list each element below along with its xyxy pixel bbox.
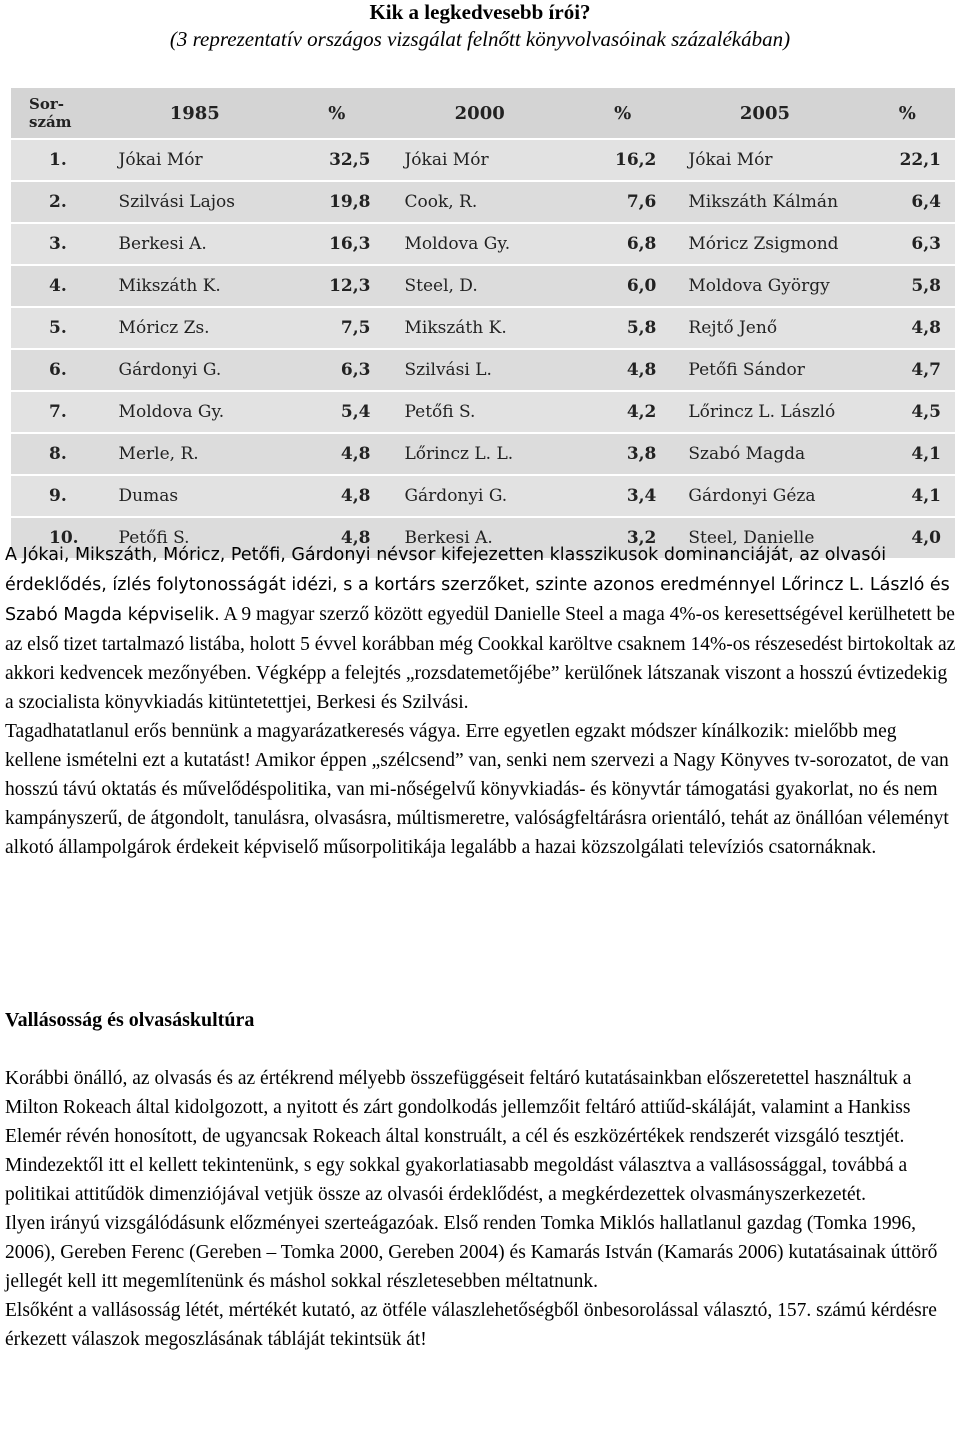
author-2005-cell: Szabó Magda [670, 434, 859, 476]
author-2005-cell: Gárdonyi Géza [670, 476, 859, 518]
table-row [11, 476, 955, 518]
rank-cell: 3. [11, 224, 101, 266]
table-row [11, 392, 955, 434]
header-year-2005: 2005 [670, 88, 859, 140]
author-1985-cell: Merle, R. [101, 434, 289, 476]
percent-2005-cell: 22,1 [860, 140, 956, 182]
author-2005-cell: Jókai Mór [670, 140, 859, 182]
percent-2000-cell: 7,6 [575, 182, 670, 224]
header-rank: Sor- szám [11, 88, 101, 140]
author-2000-cell: Moldova Gy. [384, 224, 574, 266]
author-1985-cell: Moldova Gy. [101, 392, 289, 434]
header-year-1985: 1985 [101, 88, 289, 140]
percent-2005-cell: 6,4 [860, 182, 956, 224]
percent-1985-cell: 5,4 [289, 392, 384, 434]
rank-cell: 1. [11, 140, 101, 182]
favorite-authors-table [11, 88, 955, 560]
paragraph-3: Korábbi önálló, az olvasás és az értékrend mélyebb összefüggéseit feltáró kutatásainkban előszeretettel használtuk a Milton Rokeach által kidolgozott, a nyitott és zárt gondolkodás jellemzőit feltáró attiűd-skáláját, valamint a Hankiss Elemér révén honosított, de ugyancsak Rokeach által konstruált, a cél és eszközértékek rendszerét vizsgáló tesztjét. Mindezektől itt el kellett tekintenünk, s egy sokkal gyakorlatiasabb megoldást választva a vallásossággal, továbbá a politikai attitűdök dimenziójával vetjük össze az olvasói érdeklődést, a megkérdezettek olvasmányszerkezetét. [5, 1068, 912, 1205]
percent-1985-cell: 32,5 [289, 140, 384, 182]
author-2000-cell: Jókai Mór [384, 140, 574, 182]
table-row [11, 140, 955, 182]
rank-cell: 10. [11, 518, 101, 560]
table-row [11, 224, 955, 266]
table-row [11, 308, 955, 350]
header-percent-1985: % [289, 88, 384, 140]
percent-2000-cell: 6,0 [575, 266, 670, 308]
author-1985-cell: Berkesi A. [101, 224, 289, 266]
percent-1985-cell: 7,5 [289, 308, 384, 350]
author-2005-cell: Rejtő Jenő [670, 308, 859, 350]
author-2005-cell: Petőfi Sándor [670, 350, 859, 392]
author-2005-cell: Moldova György [670, 266, 859, 308]
paragraph-1-rest: A 9 magyar szerző között egyedül Danielle Steel a maga 4%-os keresettségével kerülhetett be az első tizet tartalmazó listába, holott 5 évvel korábban még Cookkal karöltve csaknem 14%-os részesedést birtokoltak az akkori kedvencek mezőnyében. Végképp a felejtés „rozsdatemetőjébe” kerülőnek látszanak viszont a hosszú évtizedekig a szocialista könyvkiadás kitüntetettjei, Berkesi és Szilvási. [5, 604, 956, 713]
percent-1985-cell: 6,3 [289, 350, 384, 392]
percent-1985-cell: 4,8 [289, 476, 384, 518]
rank-cell: 8. [11, 434, 101, 476]
paragraph-1 [5, 540, 957, 862]
table-row [11, 350, 955, 392]
paragraph-5: Elsőként a vallásosság létét, mértékét kutató, az ötféle válaszlehetőségből önbesorolással választó, 157. számú kérdésre érkezett válaszok megoszlásának tábláját tekintsük át! [5, 1300, 937, 1350]
percent-2000-cell: 16,2 [575, 140, 670, 182]
author-2000-cell: Steel, D. [384, 266, 574, 308]
percent-2005-cell: 6,3 [860, 224, 956, 266]
percent-1985-cell: 4,8 [289, 434, 384, 476]
author-2005-cell: Mikszáth Kálmán [670, 182, 859, 224]
percent-2005-cell: 5,8 [860, 266, 956, 308]
author-2000-cell: Mikszáth K. [384, 308, 574, 350]
author-2000-cell: Szilvási L. [384, 350, 574, 392]
section-heading: Vallásosság és olvasáskultúra [5, 1009, 255, 1031]
rank-cell: 2. [11, 182, 101, 224]
document-title: Kik a legkedvesebb írói? [369, 0, 591, 24]
author-2005-cell: Móricz Zsigmond [670, 224, 859, 266]
rank-cell: 7. [11, 392, 101, 434]
percent-2000-cell: 6,8 [575, 224, 670, 266]
percent-2000-cell: 3,2 [575, 518, 670, 560]
author-1985-cell: Gárdonyi G. [101, 350, 289, 392]
author-1985-cell: Petőfi S. [101, 518, 289, 560]
table-header-row [11, 88, 955, 140]
author-1985-cell: Jókai Mór [101, 140, 289, 182]
table-row [11, 266, 955, 308]
percent-2000-cell: 5,8 [575, 308, 670, 350]
percent-2000-cell: 3,8 [575, 434, 670, 476]
percent-1985-cell: 19,8 [289, 182, 384, 224]
author-1985-cell: Dumas [101, 476, 289, 518]
percent-2000-cell: 4,2 [575, 392, 670, 434]
paragraph-4: Ilyen irányú vizsgálódásunk előzményei szerteágazóak. Első renden Tomka Miklós hallatlanul gazdag (Tomka 1996, 2006), Gereben Ferenc (Gereben – Tomka 2000, Gereben 2004) és Kamarás István (Kamarás 2006) kutatásainak úttörő jellegét kell itt megemlítenünk és máshol sokkal részletesebben méltatnunk. [5, 1213, 938, 1292]
rank-cell: 5. [11, 308, 101, 350]
percent-2000-cell: 4,8 [575, 350, 670, 392]
author-1985-cell: Szilvási Lajos [101, 182, 289, 224]
percent-2005-cell: 4,0 [860, 518, 956, 560]
author-2000-cell: Petőfi S. [384, 392, 574, 434]
percent-2005-cell: 4,5 [860, 392, 956, 434]
percent-1985-cell: 4,8 [289, 518, 384, 560]
author-2005-cell: Lőrincz L. László [670, 392, 859, 434]
rank-cell: 6. [11, 350, 101, 392]
header-percent-2005: % [860, 88, 956, 140]
header-year-2000: 2000 [384, 88, 574, 140]
percent-2005-cell: 4,1 [860, 476, 956, 518]
section-body [5, 1064, 957, 1354]
paragraph-1-lead: A Jókai, Mikszáth, Móricz, Petőfi, Gárdonyi névsor kifejezetten klasszikusok dominanciáját, az olvasói érdeklődés, ízlés folytonosságát idézi, s a kortárs szerzőket, szinte azonos eredménnyel Lőrincz L. László és Szabó Magda képviselik. [5, 545, 950, 625]
percent-2005-cell: 4,1 [860, 434, 956, 476]
author-2005-cell: Steel, Danielle [670, 518, 859, 560]
document-subtitle: (3 reprezentatív országos vizsgálat felnőtt könyvolvasóinak százalékában) [169, 27, 791, 51]
percent-1985-cell: 12,3 [289, 266, 384, 308]
table-row [11, 434, 955, 476]
author-2000-cell: Gárdonyi G. [384, 476, 574, 518]
percent-2005-cell: 4,8 [860, 308, 956, 350]
rank-cell: 4. [11, 266, 101, 308]
author-1985-cell: Mikszáth K. [101, 266, 289, 308]
author-1985-cell: Móricz Zs. [101, 308, 289, 350]
table-row [11, 182, 955, 224]
percent-1985-cell: 16,3 [289, 224, 384, 266]
header-percent-2000: % [575, 88, 670, 140]
percent-2005-cell: 4,7 [860, 350, 956, 392]
author-2000-cell: Cook, R. [384, 182, 574, 224]
percent-2000-cell: 3,4 [575, 476, 670, 518]
paragraph-2: Tagadhatatlanul erős bennünk a magyarázatkeresés vágya. Erre egyetlen egzakt módszer kínálkozik: mielőbb meg kellene ismételni ezt a kutatást! Amikor éppen „szélcsend” van, senki nem szervezi a Nagy Könyves tv-sorozatot, de van hosszú távú oktatás és művelődéspolitika, van mi-nőségelvű könyvkiadás- és könyvtár támogatási gyakorlat, no és nem kampányszerű, de átgondolt, tanulásra, olvasásra, múltismeretre, valóságfeltárásra orientáló, tehát az önállóan véleményt alkotó állampolgárok érdekeit képviselő műsorpolitikája legalább a hazai közszolgálati televíziós csatornáknak. [5, 721, 949, 858]
author-2000-cell: Berkesi A. [384, 518, 574, 560]
rank-cell: 9. [11, 476, 101, 518]
author-2000-cell: Lőrincz L. L. [384, 434, 574, 476]
document-page [0, 0, 960, 52]
